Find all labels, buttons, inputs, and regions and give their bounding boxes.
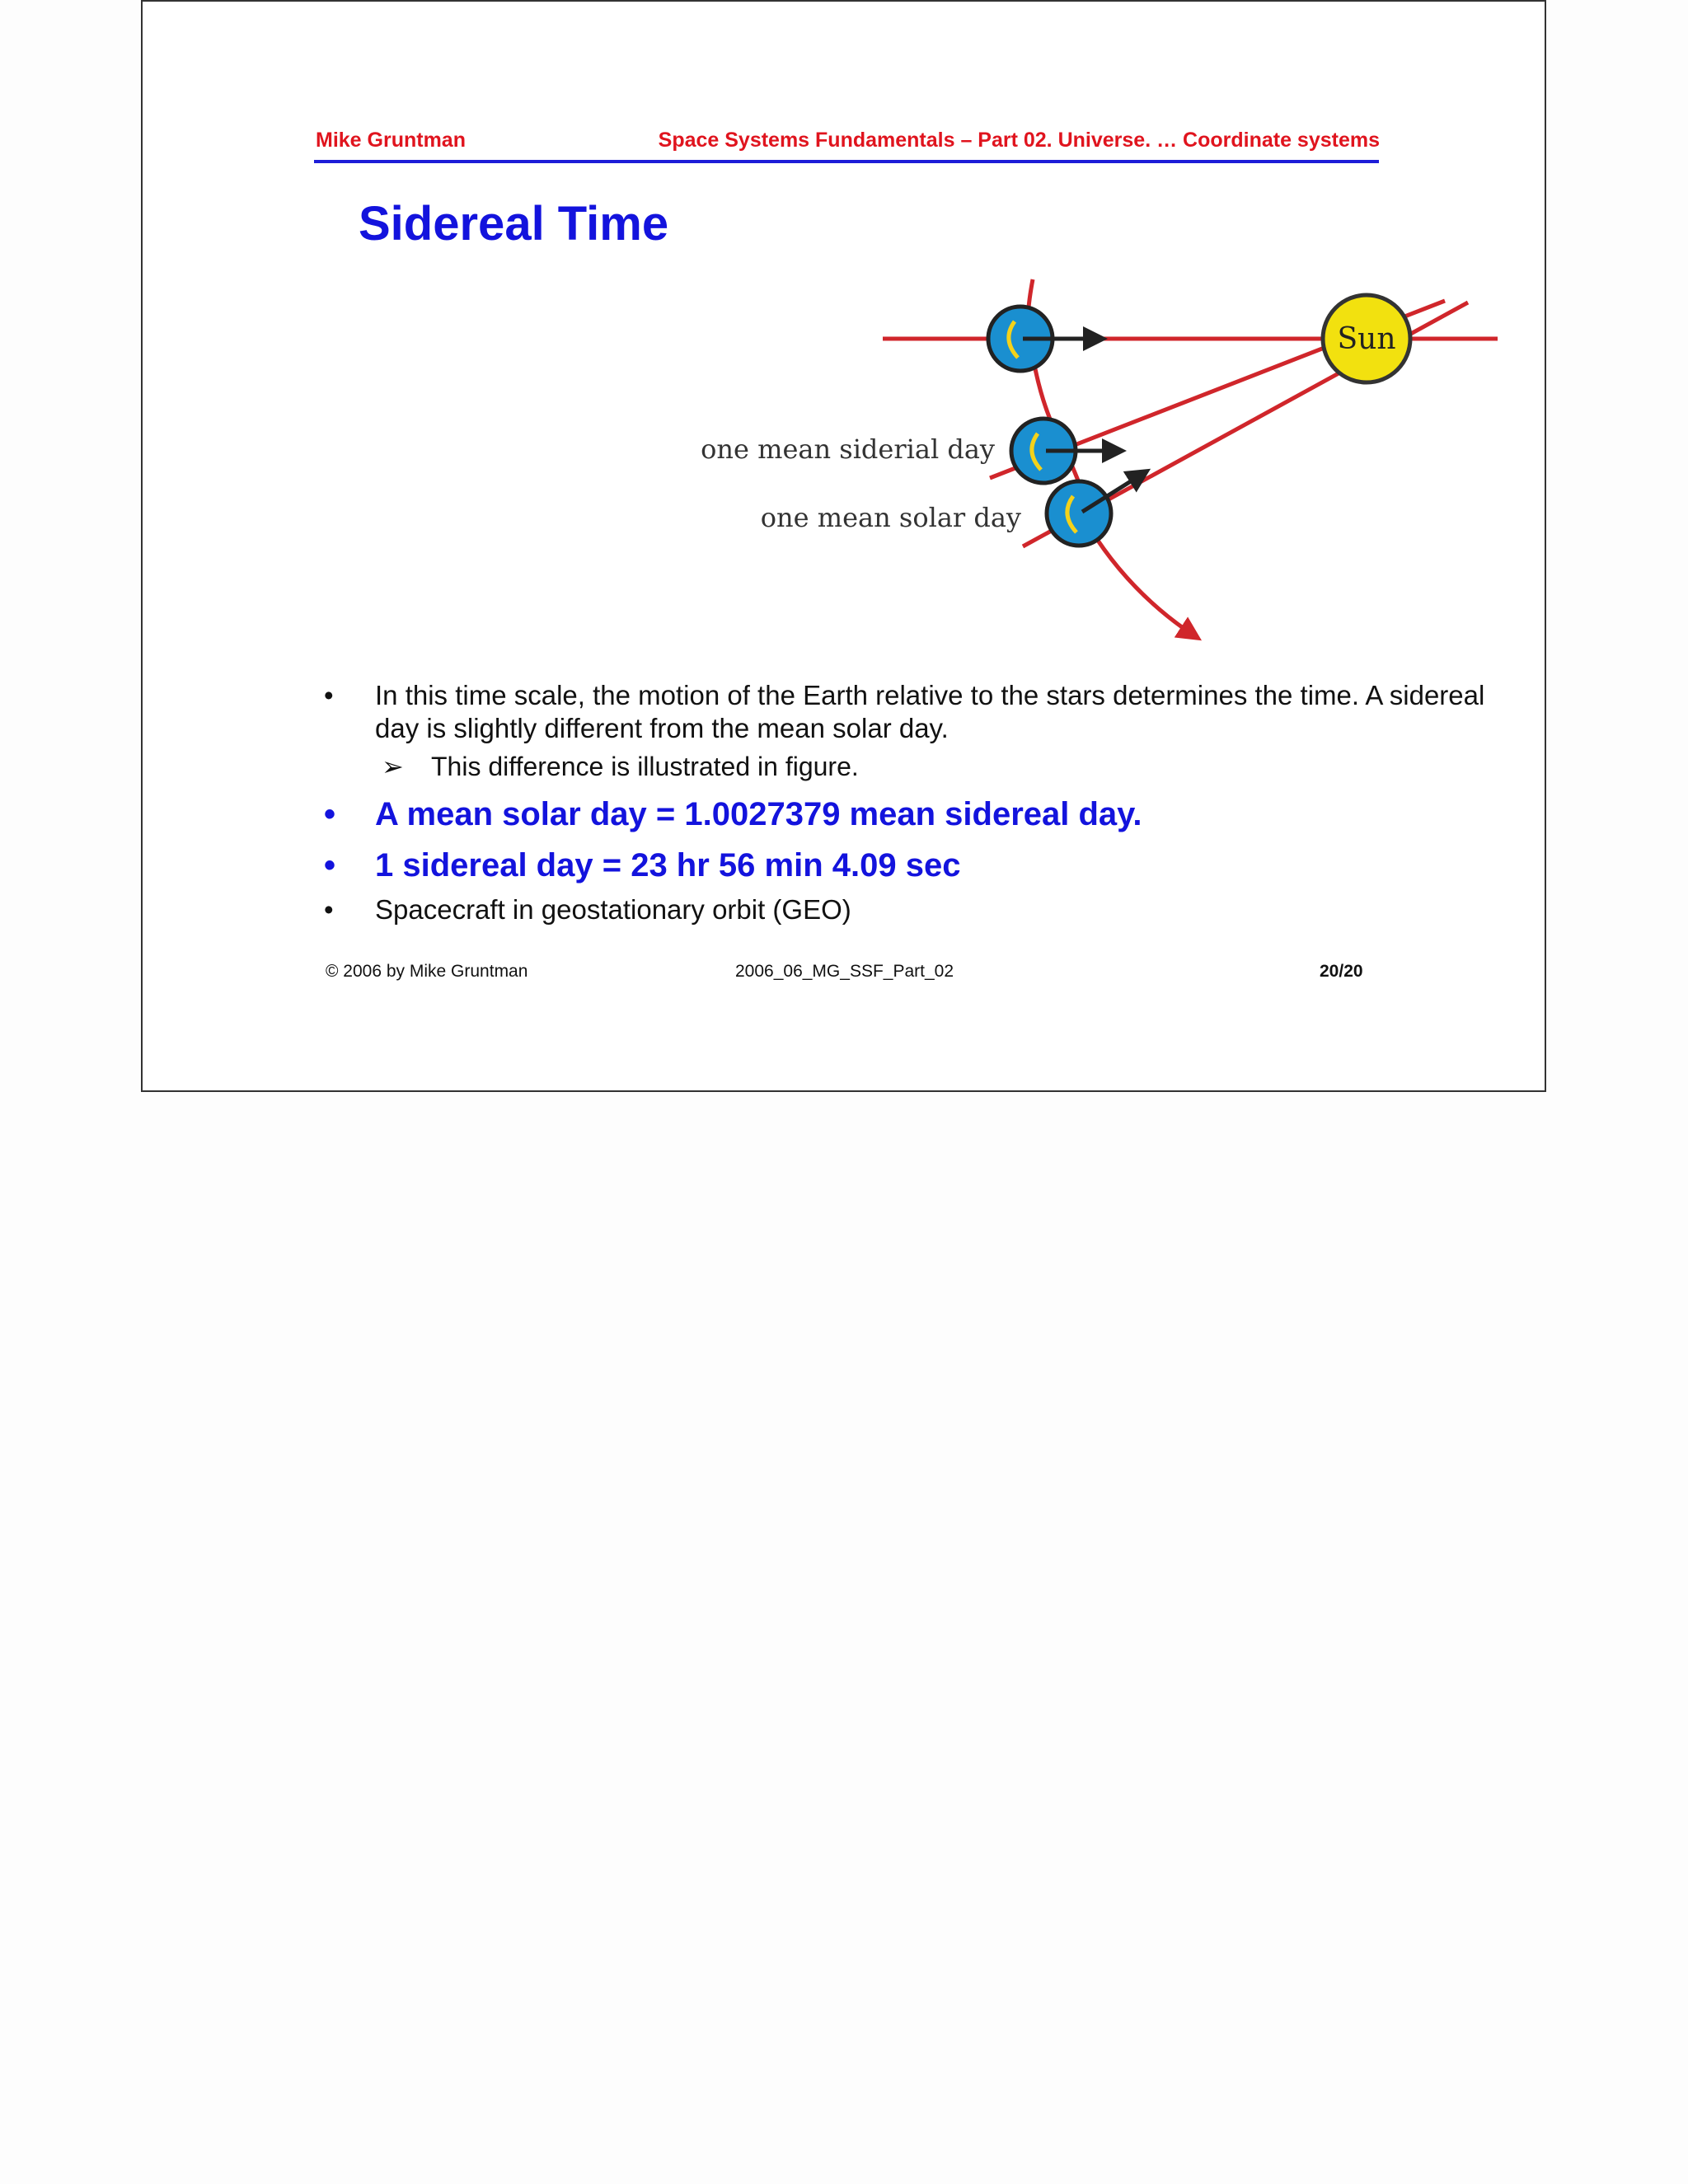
earth-sidereal-day — [1011, 419, 1122, 483]
header-author: Mike Gruntman — [316, 129, 466, 152]
bullet-item-highlight — [324, 846, 1511, 885]
sun-label: Sun — [1337, 322, 1396, 356]
footer-copyright: © 2006 by Mike Gruntman — [326, 962, 528, 981]
earth-start — [988, 307, 1103, 371]
sub-bullet-text: This difference is illustrated in figure. — [431, 752, 859, 781]
bullet-item — [324, 679, 1511, 745]
slide-frame — [141, 0, 1546, 1092]
bullet-list — [324, 679, 1511, 926]
page-title: Sidereal Time — [359, 197, 669, 251]
header-course-title: Space Systems Fundamentals – Part 02. Universe. … Coordinate systems — [658, 129, 1380, 152]
label-solar-day: one mean solar day — [760, 502, 1021, 533]
arrow-bullet-marker: ➢ — [382, 752, 404, 781]
label-sidereal-day: one mean siderial day — [701, 434, 995, 465]
header-divider — [314, 160, 1379, 163]
bullet-marker: • — [324, 680, 334, 710]
bullet-text: 1 sidereal day = 23 hr 56 min 4.09 sec — [375, 847, 961, 883]
bullet-marker: • — [324, 894, 334, 925]
bullet-marker: • — [324, 847, 336, 883]
bullet-marker: • — [324, 796, 336, 832]
sub-bullet-item — [324, 750, 1511, 783]
bullet-text: Spacecraft in geostationary orbit (GEO) — [375, 894, 851, 925]
page-number: 20/20 — [1320, 962, 1363, 981]
bullet-item — [324, 893, 1511, 926]
sidereal-day-diagram — [526, 274, 1531, 644]
bullet-text: In this time scale, the motion of the Earth relative to the stars determines the time. A sidereal day is slightly different from the mean solar day. — [375, 680, 1485, 743]
footer-filename: 2006_06_MG_SSF_Part_02 — [735, 962, 954, 981]
bullet-item-highlight — [324, 794, 1511, 834]
bullet-text: A mean solar day = 1.0027379 mean sidereal day. — [375, 796, 1142, 832]
earth-solar-day — [1047, 471, 1146, 546]
